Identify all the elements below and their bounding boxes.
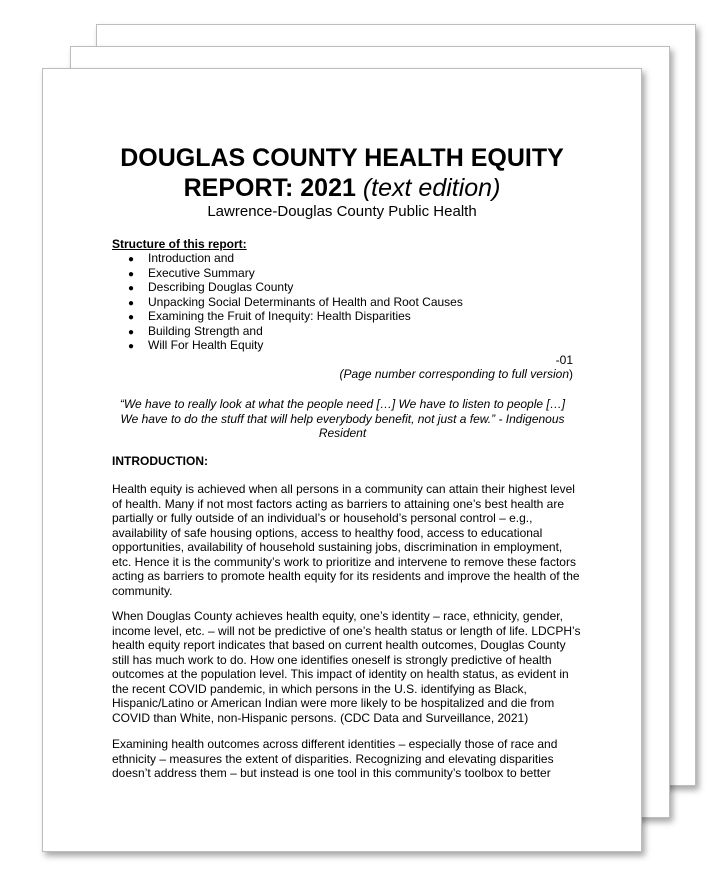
toc-item bbox=[128, 324, 463, 339]
toc-item-label: Executive Summary bbox=[148, 265, 255, 280]
intro-paragraph: Examining health outcomes across different identities – especially those of race and ethnicity – measures the extent of disparities. Recognizing and elevating disparities doesn’t address them – but instead is one tool in this community’s toolbox to better bbox=[112, 737, 558, 780]
report-subtitle: Lawrence-Douglas County Public Health bbox=[207, 203, 477, 220]
report-title-line-2 bbox=[43, 173, 641, 203]
page-note-text: (Page number corresponding to full version bbox=[339, 367, 569, 381]
toc-item bbox=[128, 295, 463, 310]
page-note-close: ) bbox=[569, 367, 573, 381]
introduction-heading: INTRODUCTION: bbox=[112, 454, 208, 468]
toc-item bbox=[128, 251, 463, 266]
intro-paragraph: When Douglas County achieves health equity, one’s identity – race, ethnicity, gender, income level, etc. – will not be predictive of one’s health status or length of life. LDCPH’s health equity report indicates that based on current health outcomes, Douglas County still has much work to do. How one identifies oneself is strongly predictive of health outcomes at the population level. This impact of identity on health status, as evident in the recent COVID pandemic, in which persons in the U.S. identifying as Black, Hispanic/Latino or American Indian were more likely to be hospitalized and die from COVID than White, non-Hispanic persons. (CDC Data and Surveillance, 2021) bbox=[112, 609, 581, 725]
toc-item-label: Introduction and bbox=[148, 251, 235, 265]
toc-item-label: Will For Health Equity bbox=[148, 338, 264, 352]
report-title-line-1: DOUGLAS COUNTY HEALTH EQUITY bbox=[120, 144, 564, 172]
toc-item-label: Examining the Fruit of Inequity: Health Disparities bbox=[148, 309, 411, 323]
bullet-icon: ● bbox=[128, 254, 135, 265]
report-title-year: REPORT: 2021 bbox=[183, 174, 356, 202]
toc-item bbox=[128, 280, 463, 295]
bullet-icon: ● bbox=[128, 283, 135, 294]
bullet-icon: ● bbox=[128, 326, 135, 338]
bullet-icon: ● bbox=[128, 341, 135, 352]
resident-quote: “We have to really look at what the people need […] We have to listen to people […] We have to do the stuff that will help everybody benefit, not just a few.” - Indigenous Resident bbox=[119, 397, 566, 440]
front-page-sheet bbox=[42, 68, 642, 852]
toc-item-label: Unpacking Social Determinants of Health and Root Causes bbox=[148, 294, 463, 309]
bullet-icon: ● bbox=[128, 268, 135, 280]
toc-item-label: Building Strength and bbox=[148, 323, 263, 338]
toc-item-label: Describing Douglas County bbox=[148, 280, 294, 294]
toc-list bbox=[128, 251, 463, 353]
page-number-note bbox=[340, 367, 573, 381]
bullet-icon: ● bbox=[128, 312, 135, 323]
toc-item bbox=[128, 338, 463, 353]
page-number-suffix: -01 bbox=[555, 353, 573, 367]
toc-item bbox=[128, 309, 463, 324]
structure-heading: Structure of this report: bbox=[112, 237, 247, 251]
toc-item bbox=[128, 266, 463, 281]
report-edition-label: (text edition) bbox=[362, 174, 501, 202]
bullet-icon: ● bbox=[128, 297, 135, 309]
intro-paragraph: Health equity is achieved when all persons in a community can attain their highest level of health. Many if not most factors acting as barriers to attaining one’s best health are partially or fully outside of an individual’s or household’s personal control – e.g., availability of safe housing options, access to healthy food, access to educational opportunities, availability of household sustaining jobs, discrimination in employment, etc. Hence it is the community’s work to prioritize and intervene to remove these factors acting as barriers to promote health equity for its residents and improve the health of the community. bbox=[112, 482, 580, 598]
